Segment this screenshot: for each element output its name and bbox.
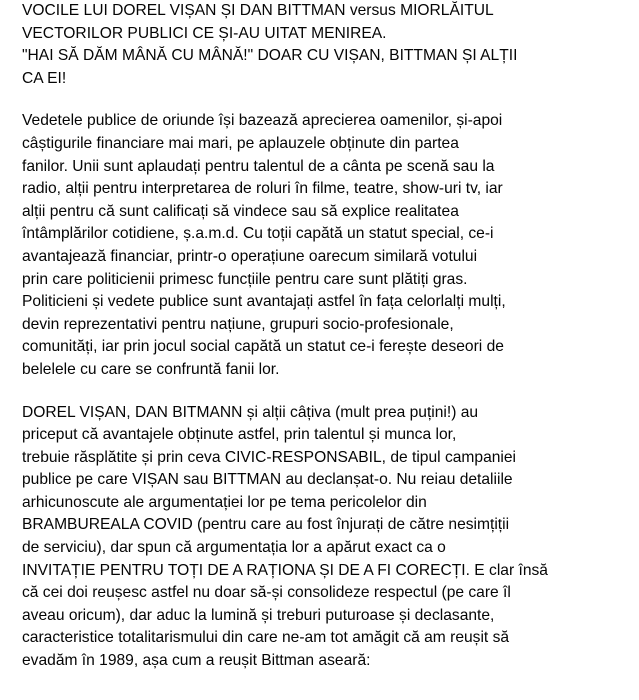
title-line: "HAI SĂ DĂM MÂNĂ CU MÂNĂ!" DOAR CU VIȘAN, BITTMAN ȘI ALȚII — [22, 47, 518, 65]
paragraph-line: radio, alții pentru interpretarea de roluri în filme, teatre, show-uri tv, iar — [22, 180, 503, 198]
paragraph-line: câștigurile financiare mai mari, pe aplauzele obținute din partea — [22, 134, 459, 152]
paragraph-line: trebuie răsplătite și prin ceva CIVIC-RESPONSABIL, de tipul campaniei — [22, 448, 517, 466]
title-line: VOCILE LUI DOREL VIȘAN ȘI DAN BITTMAN versus MIORLĂITUL — [22, 2, 494, 19]
paragraph-line: priceput că avantajele obținute astfel, prin talentul și munca lor, — [22, 426, 457, 444]
paragraph-line: aveau oricum), dar aduc la lumină și treburi puturoase și declasante, — [22, 606, 495, 624]
paragraph-line: că cei doi reușesc astfel nu doar să-și consolideze respectul (pe care îl — [22, 584, 511, 602]
paragraph-line: fanilor. Unii sunt aplaudați pentru talentul de a cânta pe scenă sau la — [22, 157, 495, 175]
paragraph-line: caracteristice totalitarismului din care ne-am tot amăgit că am reușit să — [22, 629, 510, 647]
post-body — [22, 0, 634, 673]
paragraph-spacer — [22, 90, 634, 110]
paragraph-line: alții pentru că sunt calificați să vindece sau să explice realitatea — [22, 202, 459, 220]
post-paragraph-2 — [22, 402, 634, 673]
paragraph-line: DOREL VIȘAN, DAN BITMANN și alții câțiva (mult prea puțini!) au — [22, 403, 479, 421]
paragraph-line: devin reprezentativi pentru națiune, grupuri socio-profesionale, — [22, 315, 454, 333]
paragraph-line: Vedetele publice de oriunde își bazează aprecierea oamenilor, și-apoi — [22, 112, 503, 130]
paragraph-line: belelele cu care se confruntă fanii lor. — [22, 360, 280, 378]
paragraph-line: Politicieni și vedete publice sunt avantajați astfel în fața celorlalți mulți, — [22, 293, 506, 311]
post-paragraph-1 — [22, 110, 634, 381]
paragraph-line: BRAMBUREALA COVID (pentru care au fost înjurați de către nesimțiții — [22, 516, 510, 534]
paragraph-line: publice pe care VIȘAN sau BITTMAN au declanșat-o. Nu reiau detaliile — [22, 471, 513, 489]
title-line: VECTORILOR PUBLICI CE ȘI-AU UITAT MENIREA. — [22, 24, 387, 42]
paragraph-line: evadăm în 1989, așa cum a reușit Bittman aseară: — [22, 652, 371, 670]
post-title — [22, 0, 634, 90]
paragraph-line: avantajează financiar, printr-o operațiune oarecum similară votului — [22, 247, 478, 265]
paragraph-line: de serviciu), dar spun că argumentația lor a apărut exact ca o — [22, 539, 446, 557]
paragraph-line: arhicunoscute ale argumentației lor pe tema pericolelor din — [22, 493, 427, 511]
paragraph-spacer — [22, 382, 634, 402]
paragraph-line: INVITAȚIE PENTRU TOȚI DE A RAȚIONA ȘI DE A FI CORECȚI. E clar însă — [22, 561, 548, 579]
paragraph-line: prin care politicienii primesc funcțiile pentru care sunt plătiți gras. — [22, 270, 468, 288]
paragraph-line: întâmplărilor cotidiene, ș.a.m.d. Cu toții capătă un statut special, ce-i — [22, 225, 494, 243]
paragraph-line: comunități, iar prin jocul social capătă un statut ce-i ferește deseori de — [22, 338, 504, 356]
title-line: CA EI! — [22, 69, 67, 87]
